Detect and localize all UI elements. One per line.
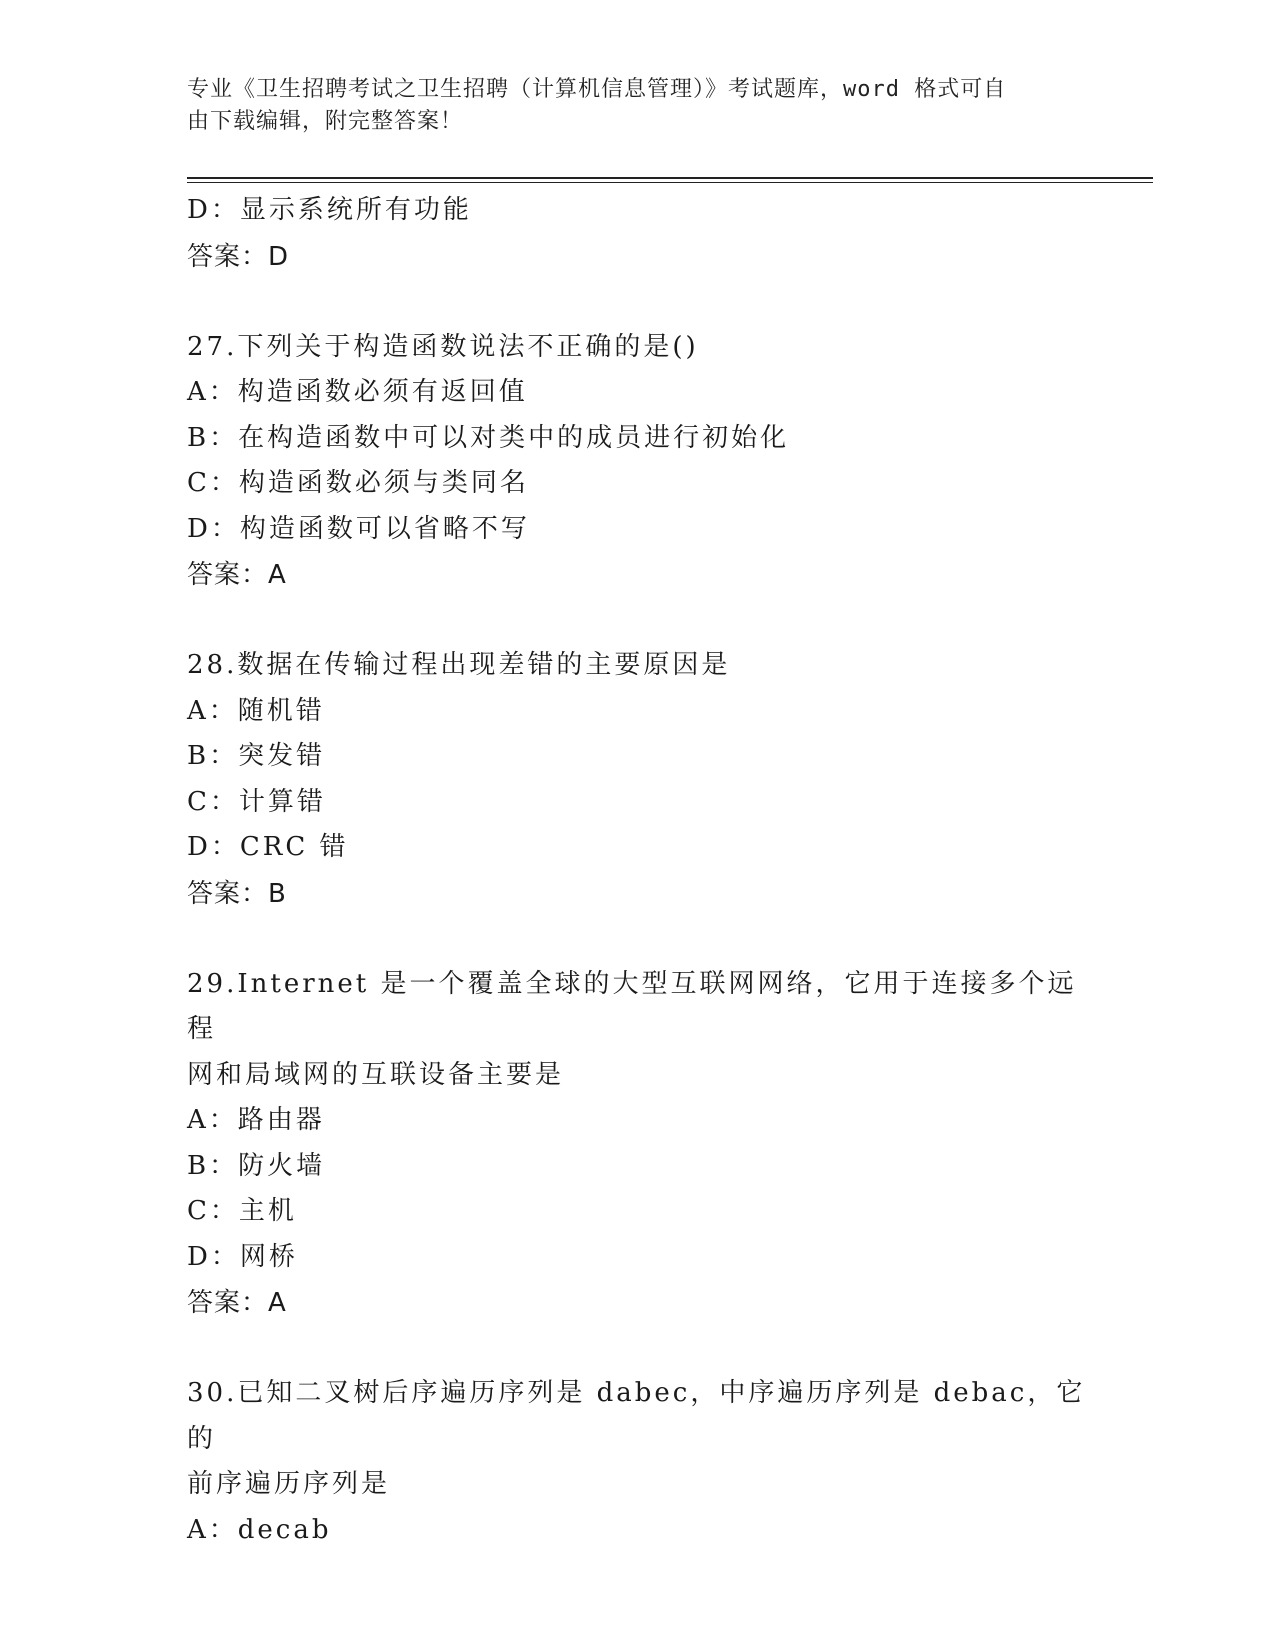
spacer bbox=[187, 1326, 1087, 1371]
question-stem-line-1: 29.Internet 是一个覆盖全球的大型互联网网络，它用于连接多个远程 bbox=[187, 968, 1077, 1044]
question-list bbox=[187, 188, 1087, 1553]
question-stem-line-2: 网和局域网的互联设备主要是 bbox=[187, 1059, 565, 1090]
option-d: D：构造函数可以省略不写 bbox=[187, 513, 530, 544]
question-27 bbox=[187, 325, 1087, 599]
header-divider bbox=[187, 177, 1153, 179]
header-divider-thin bbox=[187, 182, 1153, 183]
answer: 答案：A bbox=[187, 560, 287, 590]
spacer bbox=[187, 598, 1087, 643]
question-stem-line-1: 30.已知二叉树后序遍历序列是 dabec，中序遍历序列是 debac，它的 bbox=[187, 1378, 1086, 1454]
spacer bbox=[187, 917, 1087, 962]
answer: 答案：A bbox=[187, 1288, 287, 1318]
question-29 bbox=[187, 962, 1087, 1327]
document-header bbox=[187, 74, 1067, 138]
question-stem: 28.数据在传输过程出现差错的主要原因是 bbox=[187, 650, 731, 680]
question-stem: 27.下列关于构造函数说法不正确的是() bbox=[187, 331, 699, 362]
option-c: C：主机 bbox=[187, 1196, 297, 1226]
option-d: D：CRC 错 bbox=[187, 832, 349, 862]
spacer bbox=[187, 280, 1087, 325]
option-a: A：构造函数必须有返回值 bbox=[187, 377, 528, 407]
option-d: D：网桥 bbox=[187, 1241, 298, 1272]
question-stem-line-2: 前序遍历序列是 bbox=[187, 1469, 391, 1499]
header-line-2: 由下载编辑，附完整答案！ bbox=[187, 109, 464, 134]
header-line-1: 专业《卫生招聘考试之卫生招聘（计算机信息管理）》考试题库，word 格式可自 bbox=[187, 77, 1007, 102]
question-28 bbox=[187, 643, 1087, 917]
question-30 bbox=[187, 1371, 1087, 1553]
option-b: B：突发错 bbox=[187, 741, 326, 771]
option-c: C：构造函数必须与类同名 bbox=[187, 468, 529, 498]
option-a: A：decab bbox=[187, 1514, 332, 1545]
option-b: B：防火墙 bbox=[187, 1150, 326, 1181]
answer: 答案：B bbox=[187, 878, 287, 909]
carryover-option-d: D：显示系统所有功能 bbox=[187, 195, 472, 225]
option-a: A：随机错 bbox=[187, 695, 325, 726]
carryover-answer: 答案：D bbox=[187, 241, 290, 272]
option-a: A：路由器 bbox=[187, 1105, 325, 1135]
option-c: C：计算错 bbox=[187, 786, 326, 817]
option-b: B：在构造函数中可以对类中的成员进行初始化 bbox=[187, 422, 790, 453]
